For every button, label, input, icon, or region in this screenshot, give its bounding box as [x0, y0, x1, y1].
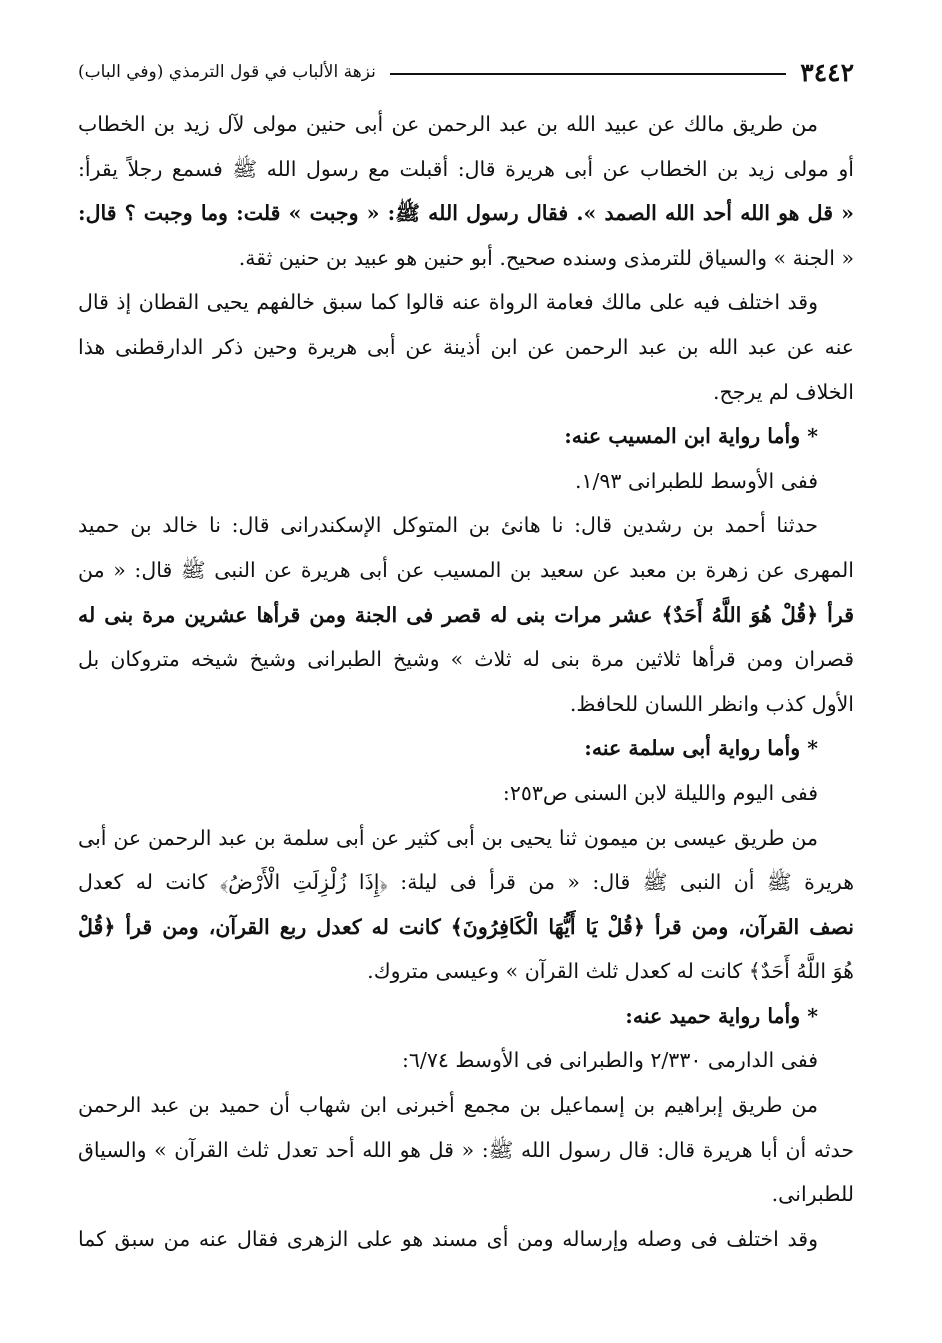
page-number: ٣٤٤٢: [800, 57, 854, 87]
section-heading: * وأما رواية أبى سلمة عنه:: [584, 736, 818, 761]
text-line: المهرى عن زهرة بن معبد عن سعيد بن المسيب عن أبى هريرة عن النبى ﷺ قال: « من: [78, 557, 854, 582]
text-line: الأول كذب وانظر اللسان للحافظ.: [569, 691, 854, 716]
section-heading: * وأما رواية ابن المسيب عنه:: [564, 424, 818, 449]
text-line: نصف القرآن، ومن قرأ ﴿قُلْ يَا أَيُّهَا الْكَافِرُونَ﴾ كانت له كعدل ربع القرآن، ومن قرأ ﴿قُلْ: [78, 914, 854, 939]
text-line: من طريق عيسى بن ميمون ثنا يحيى بن أبى كثير عن أبى سلمة بن عبد الرحمن عن أبى: [78, 825, 818, 850]
text-line: من طريق إبراهيم بن إسماعيل بن مجمع أخبرنى ابن شهاب أن حميد بن عبد الرحمن: [78, 1093, 818, 1118]
text-line: من طريق مالك عن عبيد الله بن عبد الرحمن عن أبى حنين مولى لآل زيد بن الخطاب: [78, 112, 818, 136]
text-line: « قل هو الله أحد الله الصمد ». فقال رسول الله ﷺ: « وجبت » قلت: وما وجبت ؟ قال:: [78, 201, 854, 226]
section-heading: * وأما رواية حميد عنه:: [625, 1003, 818, 1028]
text-line: هريرة ﷺ أن النبى ﷺ قال: « من قرأ فى ليلة: ﴿إِذَا زُلْزِلَتِ الْأَرْضُ﴾ كانت له كعدل: [78, 870, 854, 895]
text-line: عنه عن عبد الله بن عبد الرحمن عن ابن أذينة عن أبى هريرة وحين ذكر الدارقطنى هذا: [78, 334, 854, 359]
source-reference: ففى الأوسط للطبرانى ١/٩٣.: [574, 468, 818, 493]
header-rule: [390, 73, 786, 75]
text-line: هُوَ اللَّهُ أَحَدٌ﴾ كانت له كعدل ثلث القرآن » وعيسى متروك.: [367, 959, 854, 984]
source-reference: ففى الدارمى ٢/٣٣٠ والطبرانى فى الأوسط ٦/٧٤:: [401, 1048, 818, 1073]
body-text: [78, 102, 854, 1261]
page-header: [78, 52, 854, 92]
text-line: قرأ ﴿قُلْ هُوَ اللَّهُ أَحَدٌ﴾ عشر مرات بنى له قصر فى الجنة ومن قرأها عشرين مرة بنى له: [78, 602, 854, 627]
text-line: « الجنة » والسياق للترمذى وسنده صحيح. أبو حنين هو عبيد بن حنين ثقة.: [238, 245, 854, 270]
text-line: الخلاف لم يرجح.: [712, 379, 854, 404]
text-line: وقد اختلف فى وصله وإرساله ومن أى مسند هو على الزهرى فقال عنه من سبق كما: [78, 1226, 818, 1251]
running-title: نزهة الألباب في قول الترمذي (وفي الباب): [78, 62, 376, 82]
text-line: حدثه أن أبا هريرة قال: قال رسول الله ﷺ: « قل هو الله أحد تعدل ثلث القرآن » والسياق: [78, 1137, 854, 1162]
text-line: حدثنا أحمد بن رشدين قال: نا هانئ بن المتوكل الإسكندرانى قال: نا خالد بن حميد: [78, 513, 818, 538]
source-reference: ففى اليوم والليلة لابن السنى ص٢٥٣:: [502, 780, 818, 805]
text-line: أو مولى زيد بن الخطاب عن أبى هريرة قال: أقبلت مع رسول الله ﷺ فسمع رجلاً يقرأ:: [78, 156, 854, 181]
text-line: للطبرانى.: [771, 1182, 854, 1207]
text-line: وقد اختلف فيه على مالك فعامة الرواة عنه قالوا كما سبق خالفهم يحيى القطان إذ قال: [78, 290, 818, 315]
text-line: قصران ومن قرأها ثلاثين مرة بنى له ثلاث » وشيخ الطبرانى وشيخ شيخه متروكان بل: [78, 647, 854, 672]
